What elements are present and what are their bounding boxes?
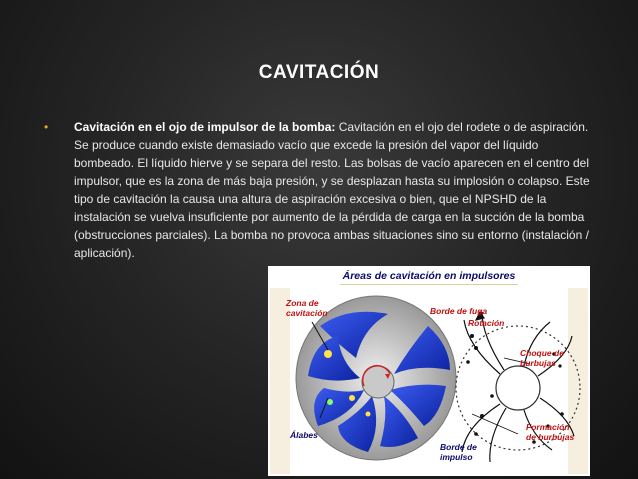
- impeller-illustration: [296, 296, 456, 460]
- bullet-item: [44, 118, 600, 262]
- label-borde-impulso: Borde de impulso: [440, 442, 477, 462]
- label-formacion-burbujas: Formación de burbujas: [526, 422, 575, 442]
- label-rotacion: Rotación: [468, 318, 505, 328]
- label-borde-fuga: Borde de fuga: [430, 306, 488, 316]
- bullet-body: Cavitación en el ojo del rodete o de aspiración. Se produce cuando existe demasiado vacío que excede la presión del vapor del líquido bombeado. El líquido hierve y se separa del resto. Las bolsas de vacío aparecen en el centro del impulsor, que es la zona de más baja presión, y se desplazan hasta su implosión o colapso. Este tipo de cavitación la causa una altura de aspiración excesiva o bien, que el NPSHD de la instalación se vuelva insuficiente por aumento de la pérdida de carga en la succión de la bomba (obstrucciones parciales). La bomba no provoca ambas situaciones sino su entorno (instalación / aplicación).: [74, 120, 590, 260]
- label-zona-cavitacion: Zona de cavitación: [286, 298, 328, 318]
- bullet-heading: Cavitación en el ojo de impulsor de la bomba:: [74, 120, 336, 134]
- bullet-text: [74, 118, 600, 262]
- slide-title: CAVITACIÓN: [258, 62, 380, 83]
- cavitation-figure: [268, 266, 590, 476]
- figure-title-underline: [340, 284, 518, 285]
- bullet-marker: •: [44, 120, 49, 134]
- label-choque-burbujas: Choque de burbujas: [520, 348, 564, 368]
- figure-title: Áreas de cavitación en impulsores: [342, 270, 516, 282]
- label-alabes: Álabes: [290, 430, 318, 440]
